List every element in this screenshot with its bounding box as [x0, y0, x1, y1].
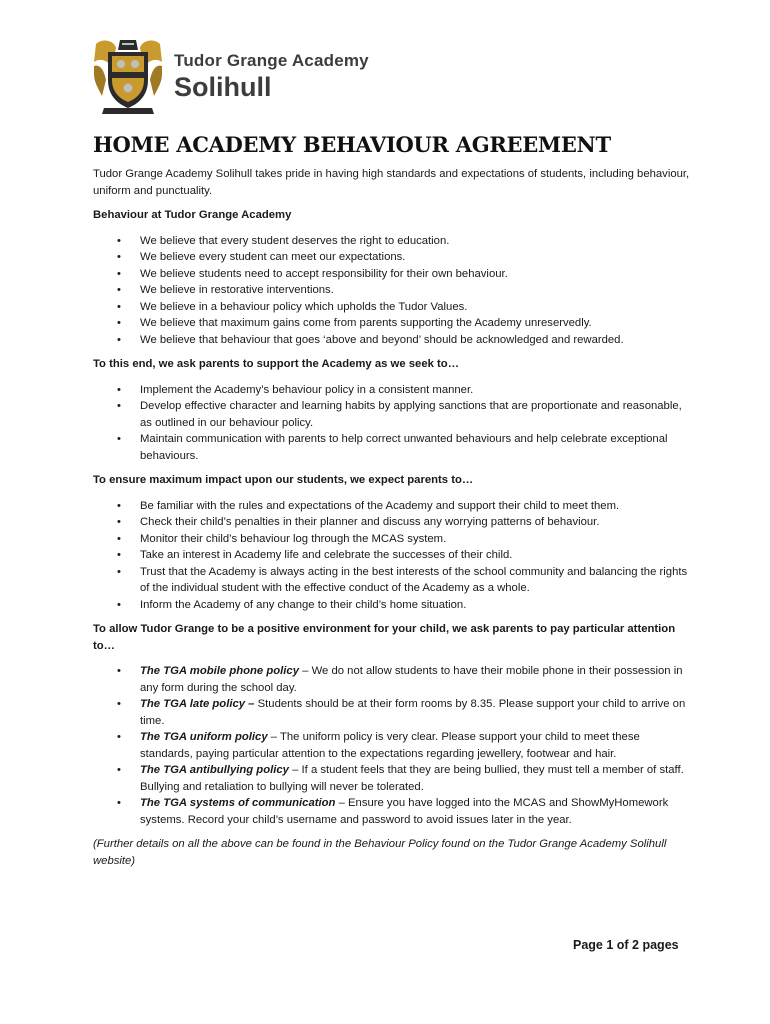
list-item: • Monitor their child’s behaviour log through the MCAS system. [93, 531, 693, 548]
list-item: • We believe in a behaviour policy which upholds the Tudor Values. [93, 299, 693, 316]
list-item: • Develop effective character and learning habits by applying sanctions that are proportionate and reasonable, as outlined in our behaviour policy. [93, 398, 693, 431]
document-body [93, 166, 693, 869]
list-item: • Trust that the Academy is always acting in the best interests of the school community and balancing the rights of the individual student with the effective conduct of the Academy as a whole. [93, 564, 693, 597]
policy-item-late [93, 696, 693, 729]
academy-commitments-heading: To this end, we ask parents to support the Academy as we seek to… [93, 358, 459, 370]
parent-expectations-heading: To ensure maximum impact upon our students, we expect parents to… [93, 474, 474, 486]
policy-lead: The TGA antibullying policy [140, 764, 289, 776]
intro-paragraph: Tudor Grange Academy Solihull takes pride in having high standards and expectations of students, including behaviour, uniform and punctuality. [93, 168, 690, 197]
list-item: • Check their child’s penalties in their planner and discuss any worrying patterns of behaviour. [93, 514, 693, 531]
policy-text: – The uniform policy is very clear. Please support your child to meet these standards, paying particular attention to the expectations regarding jewellery, footwear and hair. [140, 731, 640, 760]
policy-list [93, 663, 693, 828]
policy-item-mobile-phone [93, 663, 693, 696]
list-item: • We believe that every student deserves the right to education. [93, 233, 693, 250]
policy-text: Students should be at their form rooms by 8.35. Please support your child to arrive on time. [140, 698, 686, 727]
school-logo [92, 36, 369, 116]
academy-commitments-list [93, 382, 693, 465]
list-item: • Implement the Academy’s behaviour policy in a consistent manner. [93, 382, 693, 399]
behaviour-list [93, 233, 693, 349]
page-number: Page 1 of 2 pages [573, 938, 679, 952]
list-item: • We believe students need to accept responsibility for their own behaviour. [93, 266, 693, 283]
policy-item-communication [93, 795, 693, 828]
policy-note: (Further details on all the above can be found in the Behaviour Policy found on the Tudor Grange Academy Solihull website) [93, 838, 667, 867]
logo-school-name: Tudor Grange Academy [174, 50, 369, 70]
list-item: • We believe that behaviour that goes ‘above and beyond’ should be acknowledged and rewarded. [93, 332, 693, 349]
list-item: • We believe every student can meet our expectations. [93, 249, 693, 266]
page-title: HOME ACADEMY BEHAVIOUR AGREEMENT [93, 132, 611, 157]
policy-text: – We do not allow students to have their mobile phone in their possession in any form during the school day. [140, 665, 683, 694]
list-item: • We believe in restorative interventions. [93, 282, 693, 299]
policy-lead: The TGA late policy – [140, 698, 255, 710]
attention-heading: To allow Tudor Grange to be a positive environment for your child, we ask parents to pay particular attention to… [93, 623, 676, 652]
logo-campus-name: Solihull [174, 71, 272, 102]
list-item: • Maintain communication with parents to help correct unwanted behaviours and help celebrate exceptional behaviours. [93, 431, 693, 464]
parent-expectations-list [93, 498, 693, 614]
policy-item-uniform [93, 729, 693, 762]
crest-icon [92, 36, 164, 116]
policy-lead: The TGA mobile phone policy [140, 665, 300, 677]
behaviour-heading: Behaviour at Tudor Grange Academy [93, 209, 292, 221]
policy-lead: The TGA systems of communication [140, 797, 336, 809]
policy-text: – Ensure you have logged into the MCAS and ShowMyHomework systems. Record your child’s username and password to avoid issues later in the year. [140, 797, 669, 826]
policy-lead: The TGA uniform policy [140, 731, 268, 743]
list-item: • We believe that maximum gains come from parents supporting the Academy unreservedly. [93, 315, 693, 332]
list-item: • Be familiar with the rules and expectations of the Academy and support their child to meet them. [93, 498, 693, 515]
list-item: • Inform the Academy of any change to their child’s home situation. [93, 597, 693, 614]
policy-item-antibullying [93, 762, 693, 795]
list-item: • Take an interest in Academy life and celebrate the successes of their child. [93, 547, 693, 564]
policy-text: – If a student feels that they are being bullied, they must tell a member of staff. Bullying and retaliation to bullying will never be tolerated. [140, 764, 684, 793]
